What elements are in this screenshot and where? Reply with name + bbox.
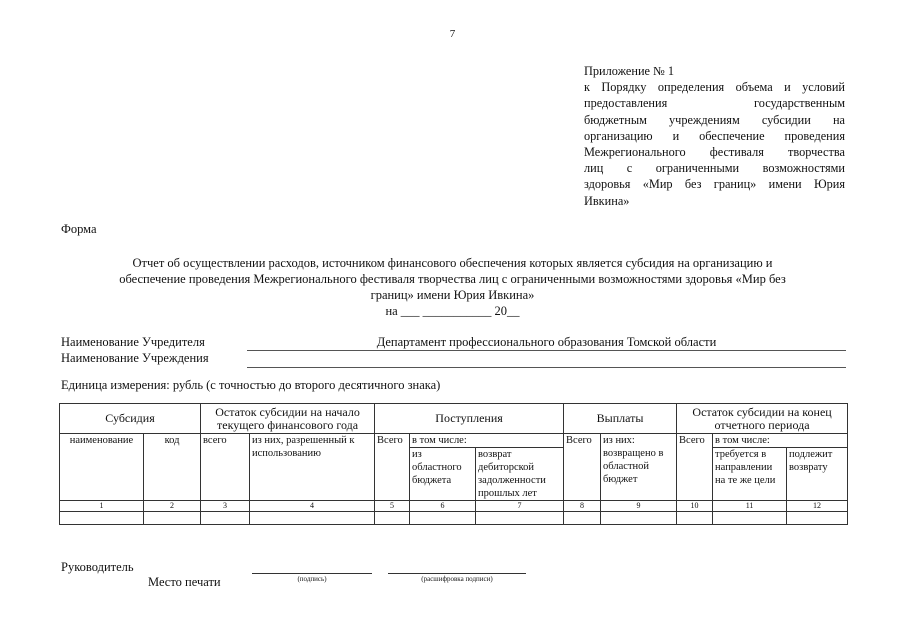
appendix-block xyxy=(584,63,845,209)
column-number: 5 xyxy=(375,501,410,512)
col-receivables-return: возврат дебиторской задолженности прошлых лет xyxy=(476,448,564,501)
institution-field[interactable] xyxy=(247,353,846,368)
col-code: код xyxy=(144,434,201,501)
table-cell[interactable] xyxy=(476,512,564,525)
signature-caption: (подпись) xyxy=(297,575,327,583)
head-label: Руководитель xyxy=(61,560,134,574)
column-number: 6 xyxy=(410,501,476,512)
report-title xyxy=(70,255,835,319)
column-number: 3 xyxy=(201,501,250,512)
appendix-line: Межрегионального фестиваля творчества xyxy=(584,145,845,160)
col-to-return: подлежит возврату xyxy=(787,448,848,501)
column-number: 2 xyxy=(144,501,201,512)
founder-value: Департамент профессионального образования Томской области xyxy=(376,335,717,349)
form-label: Форма xyxy=(61,222,97,236)
col-total-end: Всего xyxy=(677,434,713,501)
column-number: 4 xyxy=(250,501,375,512)
col-total-receipts: Всего xyxy=(375,434,410,501)
table-cell[interactable] xyxy=(787,512,848,525)
appendix-line: Ивкина» xyxy=(584,193,630,208)
col-needed: требуется в направлении на те же цели xyxy=(713,448,787,501)
column-number: 9 xyxy=(601,501,677,512)
signature-decode-line[interactable] xyxy=(388,572,526,574)
table-cell[interactable] xyxy=(410,512,476,525)
header-payments: Выплаты xyxy=(564,404,677,434)
title-line: обеспечение проведения Межрегионального фестиваля творчества лиц с ограниченными возможностями здоровья «Мир без xyxy=(119,272,786,286)
report-date-line: на ___ ___________ 20__ xyxy=(385,304,520,318)
column-number: 7 xyxy=(476,501,564,512)
col-total-payments: Всего xyxy=(564,434,601,501)
column-number: 12 xyxy=(787,501,848,512)
column-number: 10 xyxy=(677,501,713,512)
title-line: Отчет об осуществлении расходов, источником финансового обеспечения которых является субсидия на организацию и xyxy=(132,256,773,270)
col-regional-budget: из областного бюджета xyxy=(410,448,476,501)
signature-line[interactable] xyxy=(252,572,372,574)
col-name: наименование xyxy=(60,434,144,501)
header-balance-end: Остаток субсидии на конец отчетного периода xyxy=(677,404,848,434)
header-balance-start: Остаток субсидии на начало текущего финансового года xyxy=(201,404,375,434)
table-cell[interactable] xyxy=(677,512,713,525)
appendix-line: бюджетным учреждениям субсидии на xyxy=(584,112,845,127)
col-receipts-incl: в том числе: xyxy=(410,434,564,448)
page-number: 7 xyxy=(449,28,456,40)
returned-label: возвращено в областной бюджет xyxy=(603,448,664,485)
col-payments-detail xyxy=(601,434,677,501)
unit-of-measure: Единица измерения: рубль (с точностью до второго десятичного знака) xyxy=(61,378,441,392)
table-cell[interactable] xyxy=(144,512,201,525)
founder-label: Наименование Учредителя xyxy=(61,335,205,349)
col-total-start: всего xyxy=(201,434,250,501)
title-line: границ» имени Юрия Ивкина» xyxy=(370,288,535,302)
of-which-label: из них: xyxy=(603,435,635,446)
table-cell[interactable] xyxy=(375,512,410,525)
appendix-line: предоставления государственным xyxy=(584,96,845,111)
stamp-place-label: Место печати xyxy=(148,575,221,589)
table-cell[interactable] xyxy=(201,512,250,525)
institution-label: Наименование Учреждения xyxy=(61,351,209,365)
header-subsidy: Субсидия xyxy=(60,404,201,434)
col-allowed: из них, разрешенный к использованию xyxy=(250,434,375,501)
table-cell[interactable] xyxy=(601,512,677,525)
header-receipts: Поступления xyxy=(375,404,564,434)
col-end-incl: в том числе: xyxy=(713,434,848,448)
appendix-line: здоровья «Мир без границ» имени Юрия xyxy=(584,177,845,192)
appendix-line: Приложение № 1 xyxy=(584,64,675,78)
table-cell[interactable] xyxy=(713,512,787,525)
table-row xyxy=(60,512,848,525)
column-numbers-row xyxy=(60,501,848,512)
table-cell[interactable] xyxy=(250,512,375,525)
column-number: 8 xyxy=(564,501,601,512)
appendix-line: лиц с ограниченными возможностями xyxy=(584,161,845,176)
table-subheader-row xyxy=(60,434,848,448)
appendix-line: к Порядку определения объема и условий xyxy=(584,80,845,95)
table-header-row xyxy=(60,404,848,434)
report-table xyxy=(59,403,848,525)
column-number: 1 xyxy=(60,501,144,512)
table-cell[interactable] xyxy=(564,512,601,525)
column-number: 11 xyxy=(713,501,787,512)
table-cell[interactable] xyxy=(60,512,144,525)
signature-decode-caption: (расшифровка подписи) xyxy=(421,575,493,583)
appendix-line: организацию и обеспечение проведения xyxy=(584,128,845,143)
